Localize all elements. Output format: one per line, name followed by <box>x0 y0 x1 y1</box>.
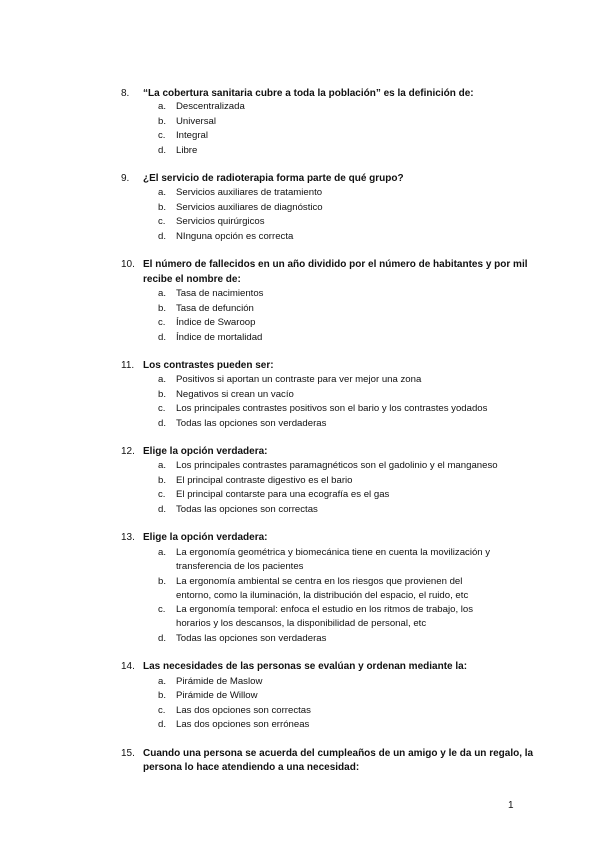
option-letter: c. <box>158 489 166 500</box>
option-letter: b. <box>158 303 167 314</box>
option-text-line-1: La ergonomía geométrica y biomecánica tiene en cuenta la movilización y <box>176 547 491 558</box>
option-text: Pirámide de Willow <box>176 690 258 701</box>
option-text: Integral <box>176 130 208 141</box>
option-text: Libre <box>176 145 198 156</box>
question-text-line-1: El número de fallecidos en un año dividido por el número de habitantes y por mil <box>143 259 528 270</box>
option-text-line-1: Todas las opciones son verdaderas <box>176 633 327 644</box>
question-number: 10. <box>121 259 135 270</box>
option-text-line-1: La ergonomía temporal: enfoca el estudio en los ritmos de trabajo, los <box>176 604 474 615</box>
page-number: 1 <box>508 800 514 811</box>
option-letter: c. <box>158 216 166 227</box>
option-letter: b. <box>158 576 167 587</box>
option-letter: d. <box>158 633 167 644</box>
option-letter: a. <box>158 460 167 471</box>
option-text-line-2: transferencia de los pacientes <box>176 561 304 572</box>
question-text: ¿El servicio de radioterapia forma parte de qué grupo? <box>143 173 404 184</box>
question-number: 11. <box>121 360 135 371</box>
question-text: Elige la opción verdadera: <box>143 446 268 457</box>
question-number: 13. <box>121 532 135 543</box>
option-letter: a. <box>158 374 167 385</box>
option-letter: b. <box>158 690 167 701</box>
option-letter: d. <box>158 332 167 343</box>
option-letter: d. <box>158 231 167 242</box>
option-letter: b. <box>158 389 167 400</box>
option-text: El principal contarste para una ecografía es el gas <box>176 489 390 500</box>
option-text: Tasa de defunción <box>176 303 254 314</box>
option-text: Los principales contrastes positivos son el bario y los contrastes yodados <box>176 403 488 414</box>
option-letter: b. <box>158 202 167 213</box>
question-number: 12. <box>121 446 135 457</box>
question-text: Las necesidades de las personas se evalúan y ordenan mediante la: <box>143 661 468 672</box>
question-text: “La cobertura sanitaria cubre a toda la población” es la definición de: <box>143 88 474 99</box>
option-text: Pirámide de Maslow <box>176 676 263 687</box>
option-text: Todas las opciones son correctas <box>176 504 318 515</box>
option-letter: a. <box>158 288 167 299</box>
option-text: Negativos si crean un vacío <box>176 389 294 400</box>
option-text: Las dos opciones son erróneas <box>176 719 310 730</box>
option-text-line-2: horarios y los descansos, la disponibilidad de personal, etc <box>176 618 427 629</box>
question-text-line-2: recibe el nombre de: <box>143 274 241 285</box>
option-text: Índice de mortalidad <box>176 332 263 343</box>
option-text: Las dos opciones son correctas <box>176 705 311 716</box>
option-text: NInguna opción es correcta <box>176 231 294 242</box>
option-letter: a. <box>158 187 167 198</box>
question-text-line-1: Cuando una persona se acuerda del cumpleaños de un amigo y le da un regalo, la <box>143 748 534 759</box>
question-text-line-2: persona lo hace atendiendo a una necesidad: <box>143 762 360 773</box>
option-text: El principal contraste digestivo es el bario <box>176 475 353 486</box>
option-letter: a. <box>158 547 167 558</box>
option-text: Universal <box>176 116 216 127</box>
option-text-line-1: La ergonomía ambiental se centra en los riesgos que provienen del <box>176 576 463 587</box>
question-number: 14. <box>121 661 135 672</box>
option-text: Tasa de nacimientos <box>176 288 264 299</box>
option-text: Los principales contrastes paramagnéticos son el gadolinio y el manganeso <box>176 460 498 471</box>
option-letter: c. <box>158 604 166 615</box>
option-text: Todas las opciones son verdaderas <box>176 418 327 429</box>
option-text: Positivos si aportan un contraste para ver mejor una zona <box>176 374 422 385</box>
option-letter: b. <box>158 475 167 486</box>
option-text: Servicios auxiliares de tratamiento <box>176 187 323 198</box>
option-text: Servicios auxiliares de diagnóstico <box>176 202 323 213</box>
option-text: Índice de Swaroop <box>176 317 256 328</box>
question-text: Elige la opción verdadera: <box>143 532 268 543</box>
option-letter: a. <box>158 676 167 687</box>
option-letter: d. <box>158 504 167 515</box>
option-letter: d. <box>158 145 167 156</box>
option-text: Descentralizada <box>176 101 245 112</box>
question-number: 9. <box>121 173 130 184</box>
option-letter: a. <box>158 101 167 112</box>
option-letter: c. <box>158 403 166 414</box>
question-number: 8. <box>121 88 130 99</box>
option-letter: b. <box>158 116 167 127</box>
option-letter: c. <box>158 317 166 328</box>
option-letter: c. <box>158 705 166 716</box>
option-text: Servicios quirúrgicos <box>176 216 265 227</box>
option-letter: c. <box>158 130 166 141</box>
question-text: Los contrastes pueden ser: <box>143 360 274 371</box>
option-letter: d. <box>158 418 167 429</box>
question-number: 15. <box>121 748 135 759</box>
option-text-line-2: entorno, como la iluminación, la distribución del espacio, el ruido, etc <box>176 590 469 601</box>
option-letter: d. <box>158 719 167 730</box>
